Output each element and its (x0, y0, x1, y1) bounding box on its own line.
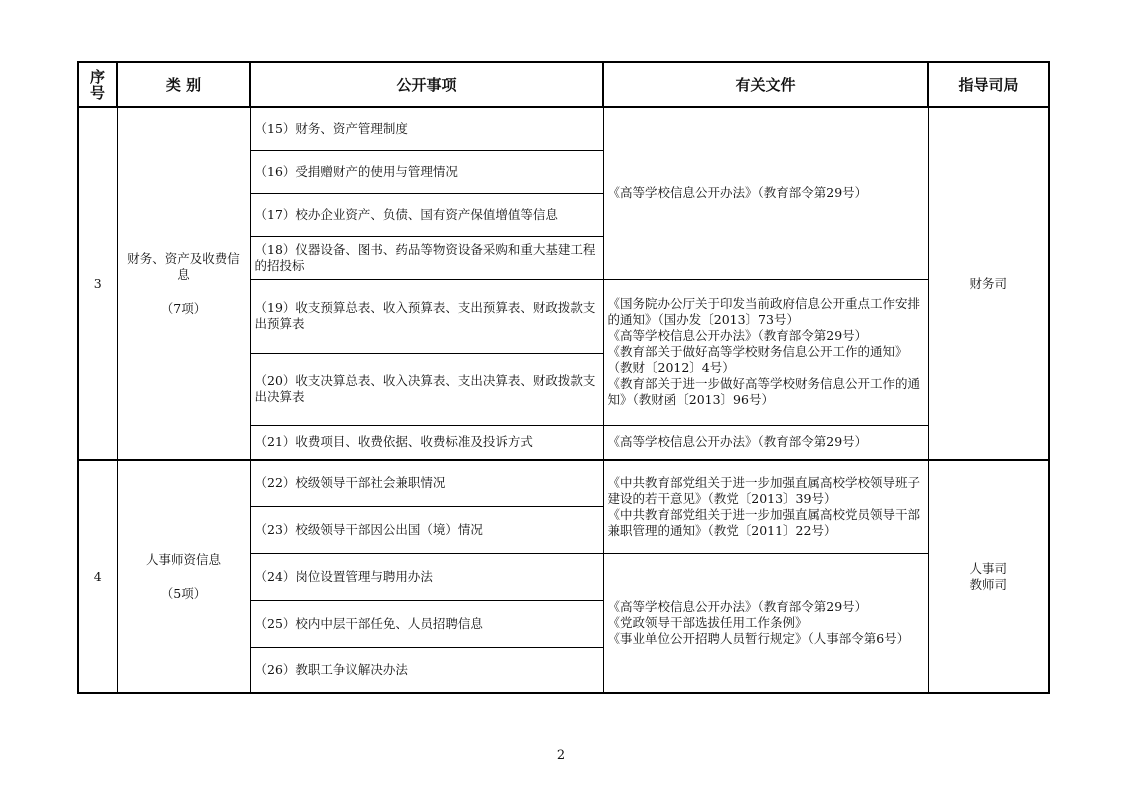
group-category: 人事师资信息 (145, 551, 221, 567)
table-row (78, 460, 1049, 506)
dept-cell (928, 107, 1049, 460)
item-cell: （17）校办企业资产、负债、国有资产保值增值等信息 (250, 193, 603, 236)
header-category: 类 别 (117, 62, 250, 107)
item-cell: （23）校级领导干部因公出国（境）情况 (250, 506, 603, 553)
header-item: 公开事项 (250, 62, 603, 107)
group-category-cell (117, 107, 250, 460)
item-cell: （20）收支决算总表、收入决算表、支出决算表、财政拨款支出决算表 (250, 353, 603, 425)
group-category-cell (117, 460, 250, 693)
dept-name: 人事司 (969, 560, 1007, 576)
item-cell: （22）校级领导干部社会兼职情况 (250, 460, 603, 506)
table-header-row (78, 62, 1049, 107)
group-count: （5项） (160, 585, 207, 601)
doc-cell: 《高等学校信息公开办法》（教育部令第29号） (603, 107, 928, 279)
doc-text: 《国务院办公厅关于印发当前政府信息公开重点工作安排的通知》（国办发〔2013〕73号） 《高等学校信息公开办法》（教育部令第29号） 《教育部关于做好高等学校财务信息公开工作的通知》（教财〔2012〕4号） 《教育部关于进一步做好高等学校财务信息公开工作的通知》（教财函〔2013〕96号） (607, 296, 921, 407)
header-dept: 指导司局 (928, 62, 1049, 107)
item-cell: （26）教职工争议解决办法 (250, 647, 603, 693)
doc-cell (603, 553, 928, 693)
item-cell: （24）岗位设置管理与聘用办法 (250, 553, 603, 600)
group-seq: 3 (78, 107, 117, 460)
doc-cell: 《高等学校信息公开办法》（教育部令第29号） (603, 425, 928, 460)
group-category: 财务、资产及收费信息 (127, 250, 240, 282)
group-count: （7项） (160, 300, 207, 316)
item-cell: （15）财务、资产管理制度 (250, 107, 603, 150)
doc-text: 《中共教育部党组关于进一步加强直属高校学校领导班子建设的若干意见》（教党〔2013〕39号） 《中共教育部党组关于进一步加强直属高校党员领导干部兼职管理的通知》（教党〔2011〕22号） (607, 474, 921, 538)
group-finance (78, 107, 1049, 460)
item-cell: （25）校内中层干部任免、人员招聘信息 (250, 600, 603, 647)
group-personnel (78, 460, 1049, 693)
disclosure-table (77, 61, 1050, 694)
group-seq: 4 (78, 460, 117, 693)
item-cell: （18）仪器设备、图书、药品等物资设备采购和重大基建工程的招投标 (250, 236, 603, 279)
dept-cell (928, 460, 1049, 693)
item-cell: （19）收支预算总表、收入预算表、支出预算表、财政拨款支出预算表 (250, 279, 603, 353)
doc-text: 《高等学校信息公开办法》（教育部令第29号） 《党政领导干部选拔任用工作条例》 《事业单位公开招聘人员暂行规定》（人事部令第6号） (607, 598, 910, 646)
dept-name: 教师司 (969, 576, 1007, 592)
page-number: 2 (556, 748, 566, 763)
header-seq: 序号 (78, 62, 117, 107)
table-row (78, 107, 1049, 150)
doc-cell (603, 460, 928, 553)
header-docs: 有关文件 (603, 62, 928, 107)
doc-cell (603, 279, 928, 425)
item-cell: （21）收费项目、收费依据、收费标准及投诉方式 (250, 425, 603, 460)
dept-name: 财务司 (969, 275, 1007, 291)
item-cell: （16）受捐赠财产的使用与管理情况 (250, 150, 603, 193)
